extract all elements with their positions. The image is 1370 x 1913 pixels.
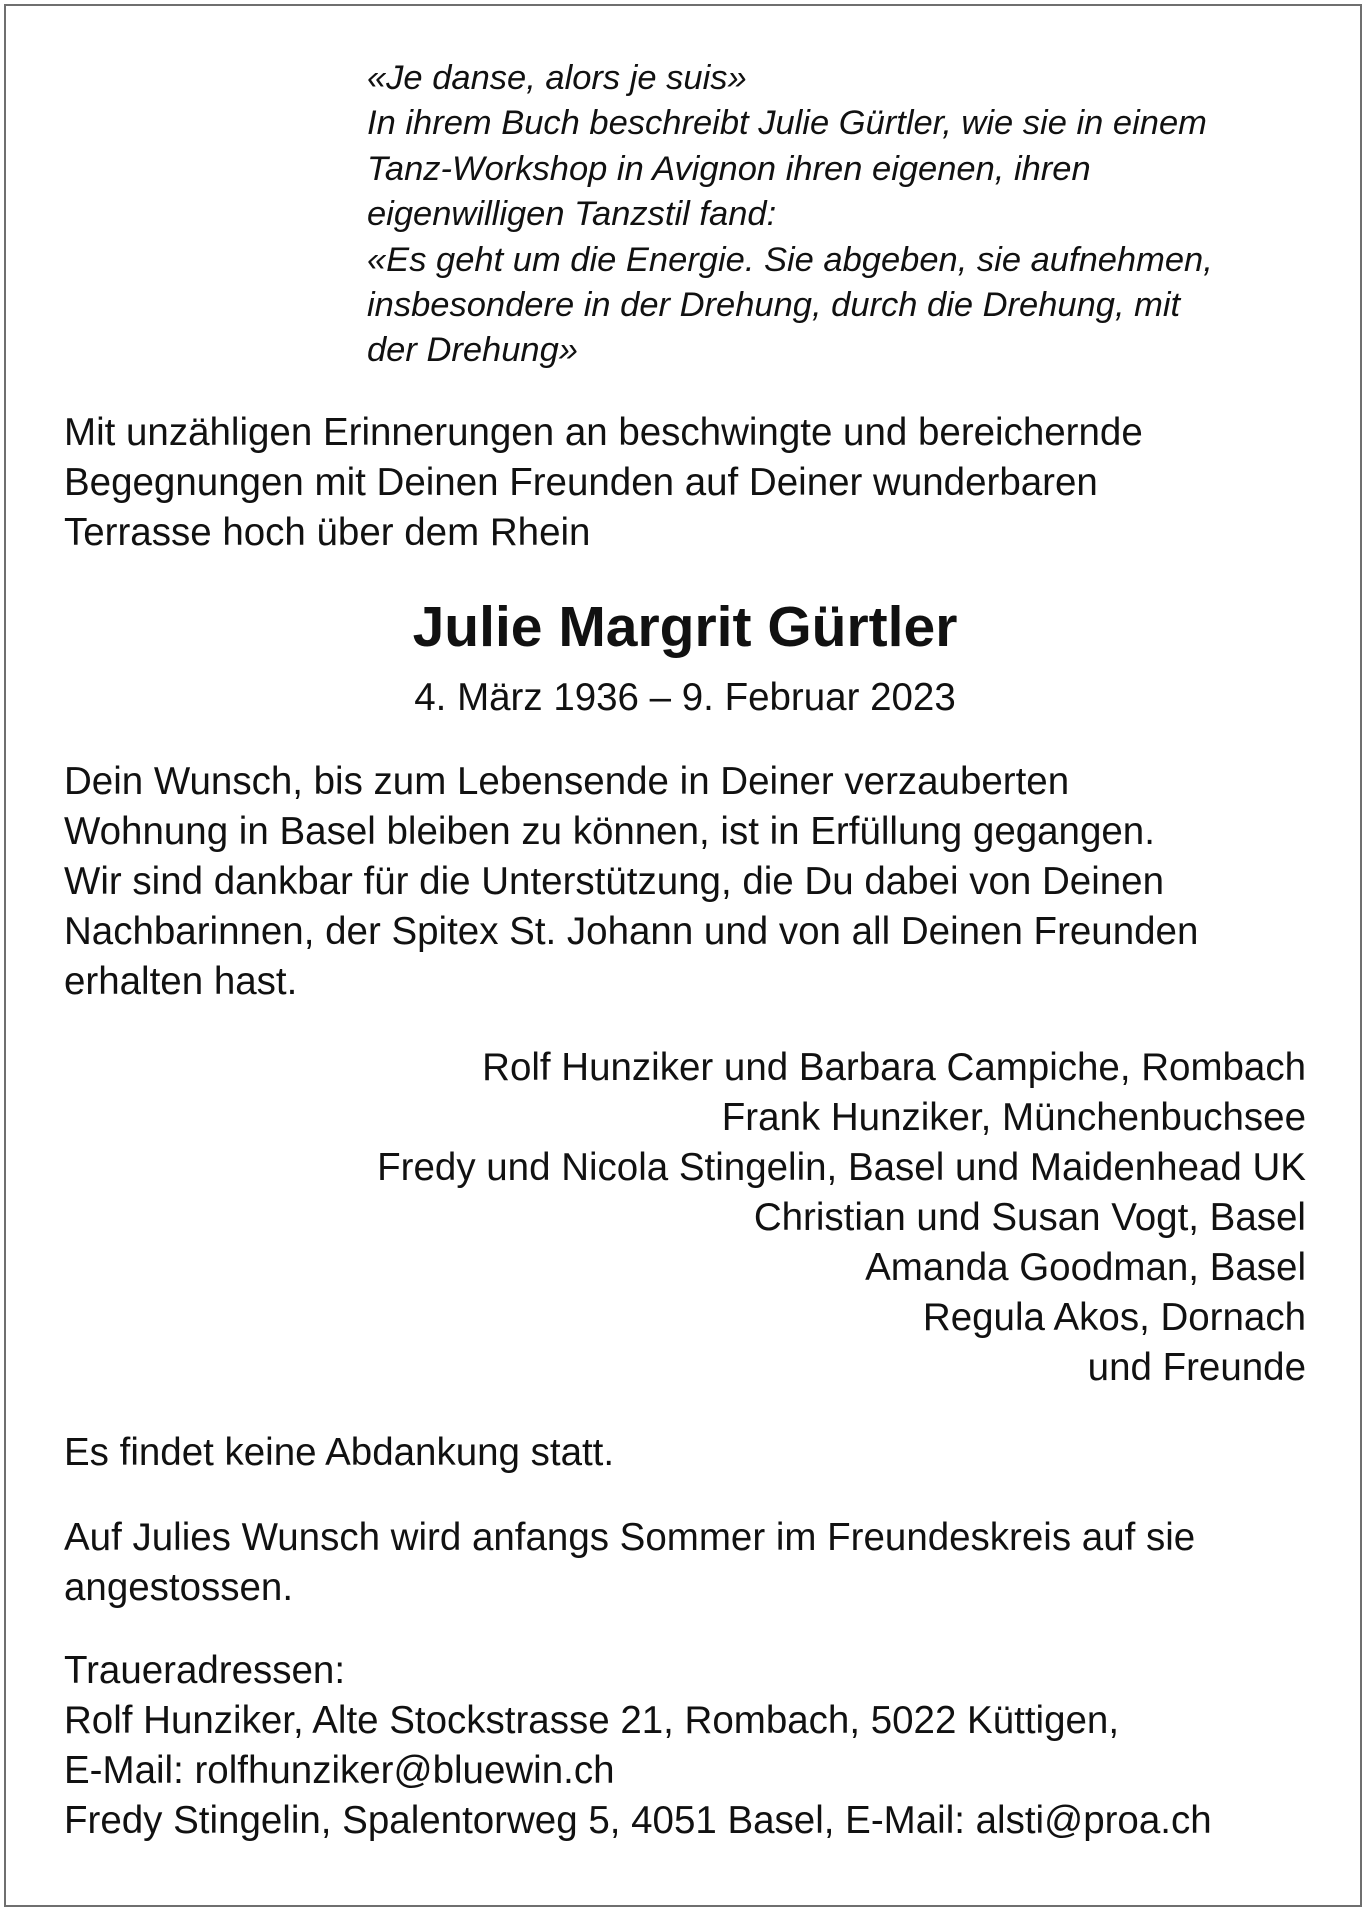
wish-line: erhalten hast. — [64, 960, 298, 1003]
intro-line: Begegnungen mit Deinen Freunden auf Deiner wunderbaren — [64, 461, 1098, 504]
toast-notice — [64, 1513, 1195, 1613]
intro-paragraph — [64, 408, 1143, 558]
life-dates: 4. März 1936 – 9. Februar 2023 — [414, 676, 956, 719]
quote-line: In ihrem Buch beschreibt Julie Gürtler, wie sie in einem — [367, 104, 1207, 143]
toast-line: Auf Julies Wunsch wird anfangs Sommer im Freundeskreis auf sie — [64, 1516, 1196, 1559]
mourner-entry: Rolf Hunziker und Barbara Campiche, Rombach — [482, 1046, 1306, 1089]
intro-line: Mit unzähligen Erinnerungen an beschwingte und bereichernde — [64, 411, 1143, 454]
mourner-entry: Christian und Susan Vogt, Basel — [753, 1196, 1306, 1239]
mourner-entry: Regula Akos, Dornach — [922, 1296, 1306, 1339]
mourning-addresses — [64, 1646, 1212, 1846]
mourner-entry: Fredy und Nicola Stingelin, Basel und Maidenhead UK — [377, 1146, 1306, 1189]
wish-line: Wir sind dankbar für die Unterstützung, die Du dabei von Deinen — [64, 860, 1164, 903]
quote-line: «Je danse, alors je suis» — [367, 59, 747, 97]
no-service-line: Es findet keine Abdankung statt. — [64, 1431, 615, 1474]
quote-line: «Es geht um die Energie. Sie abgeben, sie aufnehmen, — [367, 240, 1213, 279]
wish-line: Nachbarinnen, der Spitex St. Johann und von all Deinen Freunden — [64, 910, 1199, 953]
quote-line: Tanz-Workshop in Avignon ihren eigenen, ihren — [367, 149, 1091, 188]
mourner-entry: Amanda Goodman, Basel — [865, 1246, 1306, 1289]
mourner-entry: Frank Hunziker, Münchenbuchsee — [721, 1096, 1306, 1139]
address-line: Rolf Hunziker, Alte Stockstrasse 21, Rombach, 5022 Küttigen, — [64, 1699, 1120, 1742]
intro-line: Terrasse hoch über dem Rhein — [64, 511, 591, 554]
address-line: Fredy Stingelin, Spalentorweg 5, 4051 Basel, E-Mail: alsti@proa.ch — [64, 1799, 1212, 1842]
quote-line: insbesondere in der Drehung, durch die Drehung, mit — [367, 286, 1181, 325]
wish-paragraph — [64, 757, 1198, 1007]
deceased-name: Julie Margrit Gürtler — [412, 595, 958, 659]
opening-quote — [367, 56, 1317, 374]
mourners-list — [377, 1043, 1306, 1393]
wish-line: Wohnung in Basel bleiben zu können, ist in Erfüllung gegangen. — [64, 810, 1155, 853]
toast-line: angestossen. — [64, 1566, 294, 1609]
addresses-heading: Traueradressen: — [64, 1649, 346, 1692]
wish-line: Dein Wunsch, bis zum Lebensende in Deiner verzauberten — [64, 760, 1070, 803]
address-line: E-Mail: rolfhunziker@bluewin.ch — [64, 1749, 615, 1792]
quote-line: der Drehung» — [367, 331, 578, 370]
quote-line: eigenwilligen Tanzstil fand: — [367, 195, 777, 234]
no-service-notice — [64, 1428, 614, 1478]
mourner-entry: und Freunde — [1087, 1346, 1306, 1389]
